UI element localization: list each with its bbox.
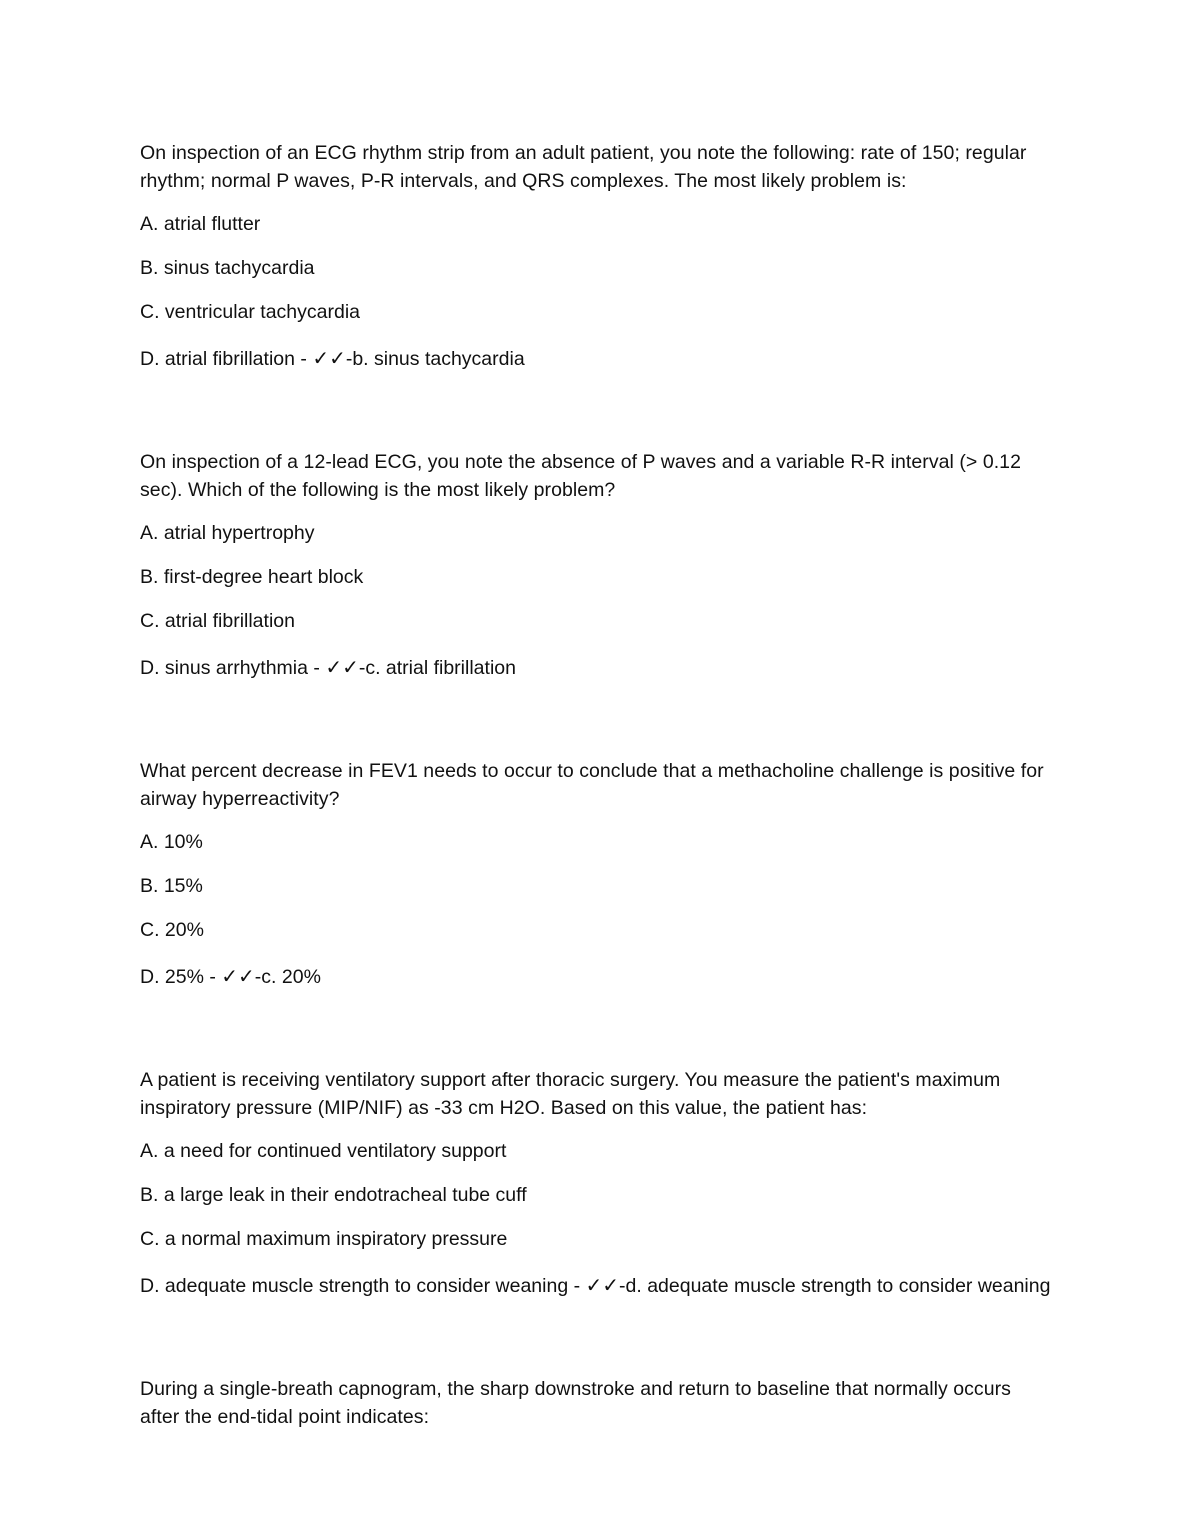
option-a: A. 10% [140, 831, 203, 853]
option-c: C. atrial fibrillation [140, 610, 295, 632]
double-check-icon: ✓✓ [325, 655, 359, 679]
double-check-icon: ✓✓ [312, 346, 346, 370]
double-check-icon: ✓✓ [221, 964, 255, 988]
option-c: C. ventricular tachycardia [140, 301, 361, 323]
option-b: B. 15% [140, 875, 203, 897]
question-4 [140, 1066, 1055, 1300]
option-d [140, 1271, 1055, 1300]
option-b: B. first-degree heart block [140, 566, 364, 588]
option-b: B. sinus tachycardia [140, 257, 315, 279]
double-check-icon: ✓✓ [585, 1273, 620, 1297]
question-2 [140, 448, 1055, 682]
question-5 [140, 1375, 1055, 1431]
option-d-text: D. 25% - [140, 966, 222, 988]
option-a: A. atrial flutter [140, 213, 261, 235]
question-1 [140, 139, 1055, 373]
option-d [140, 653, 1055, 682]
option-d-text: D. atrial fibrillation - [140, 348, 313, 370]
option-d-text: D. adequate muscle strength to consider weaning - [140, 1275, 586, 1297]
document-content [140, 139, 1055, 1506]
answer-text: -c. atrial fibrillation [358, 657, 516, 679]
option-c: C. 20% [140, 919, 204, 941]
question-text: A patient is receiving ventilatory support after thoracic surgery. You measure the patient's maximum inspiratory pressure (MIP/NIF) as -33 cm H2O. Based on this value, the patient has: [140, 1069, 1001, 1119]
question-text: What percent decrease in FEV1 needs to occur to conclude that a methacholine challenge is positive for airway hyperreactivity? [140, 760, 1044, 810]
question-3 [140, 757, 1055, 991]
answer-text: -c. 20% [254, 966, 321, 988]
option-c: C. a normal maximum inspiratory pressure [140, 1228, 508, 1250]
answer-text: -b. sinus tachycardia [345, 348, 525, 370]
option-d-text: D. sinus arrhythmia - [140, 657, 326, 679]
question-text: On inspection of a 12-lead ECG, you note the absence of P waves and a variable R-R interval (> 0.12 sec). Which of the following is the most likely problem? [140, 451, 1021, 501]
option-a: A. atrial hypertrophy [140, 522, 315, 544]
answer-text: -d. adequate muscle strength to consider weaning [619, 1275, 1051, 1297]
question-text: During a single-breath capnogram, the sharp downstroke and return to baseline that normally occurs after the end-tidal point indicates: [140, 1378, 1011, 1428]
question-text: On inspection of an ECG rhythm strip from an adult patient, you note the following: rate of 150; regular rhythm; normal P waves, P-R intervals, and QRS complexes. The most likely problem is: [140, 142, 1027, 192]
option-b: B. a large leak in their endotracheal tube cuff [140, 1184, 527, 1206]
option-a: A. a need for continued ventilatory support [140, 1140, 507, 1162]
option-d [140, 962, 1055, 991]
option-d [140, 344, 1055, 373]
